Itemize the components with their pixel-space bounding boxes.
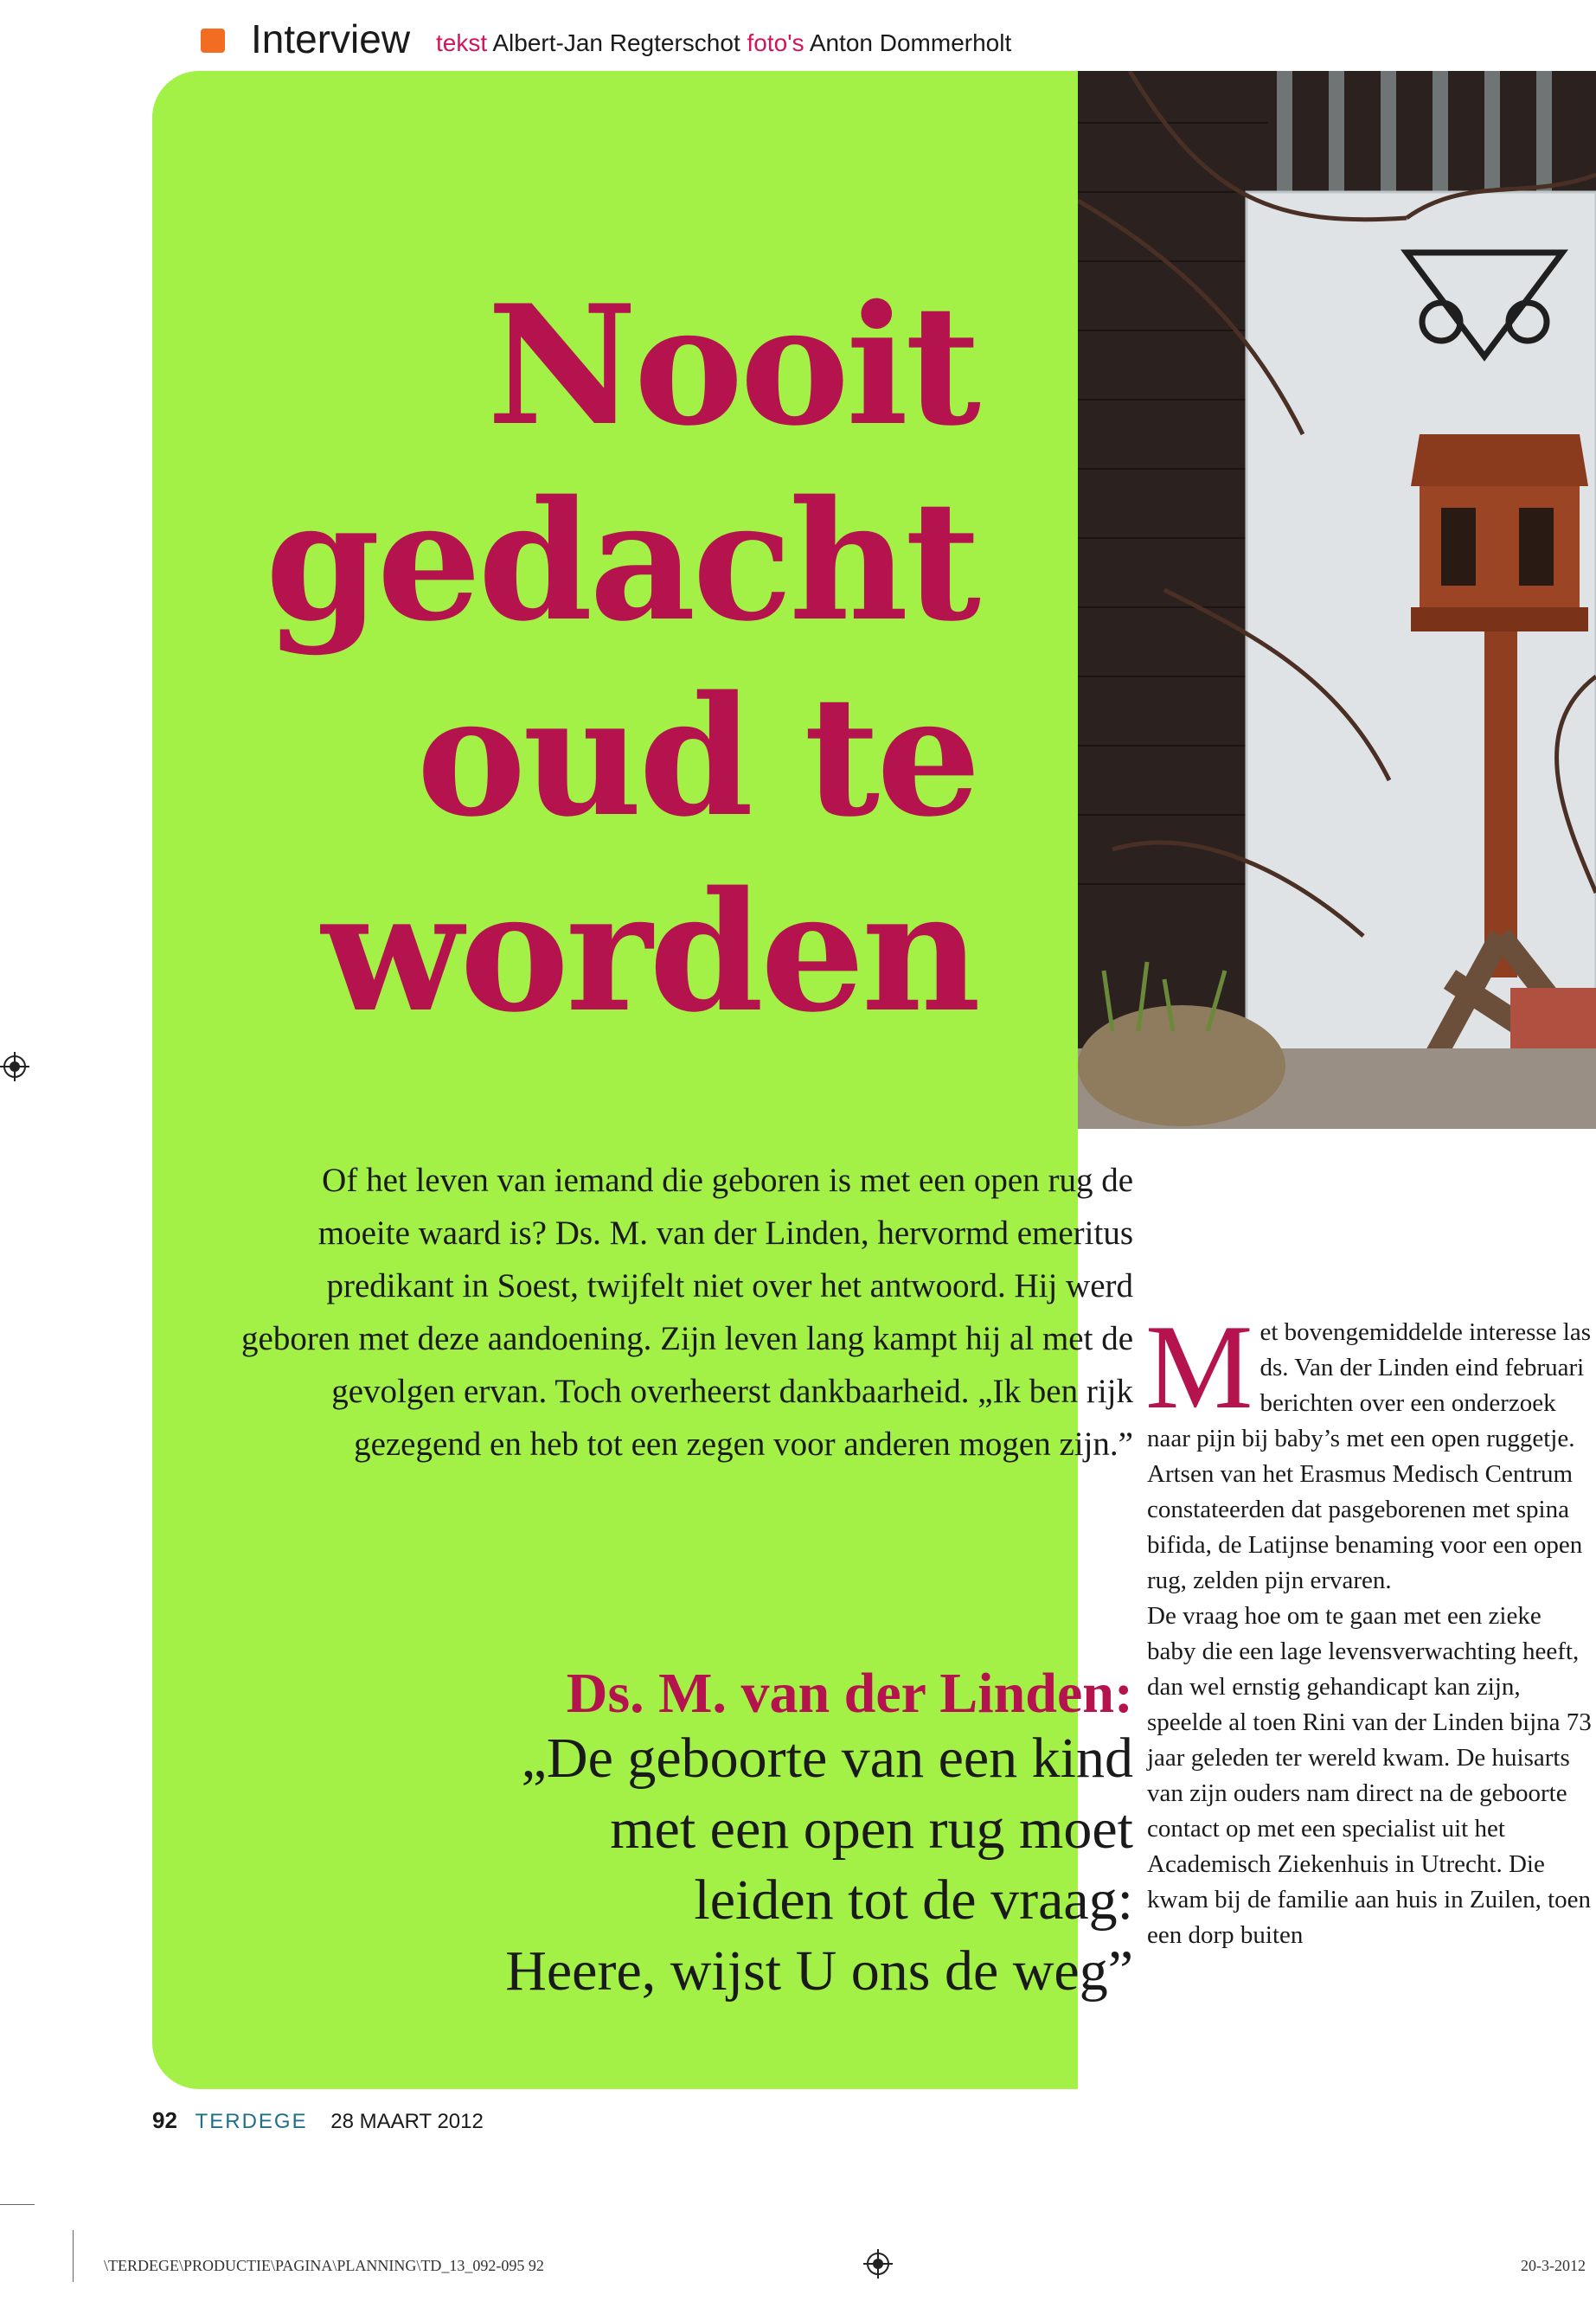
issue-date: 28 MAART 2012	[330, 2110, 484, 2133]
pull-quote-name: Ds. M. van der Linden:	[566, 1662, 1133, 1725]
pull-quote-line: leiden tot de vraag:	[694, 1868, 1133, 1932]
byline-text-label: tekst	[436, 29, 488, 56]
page-number: 92	[152, 2107, 177, 2133]
folio	[152, 2107, 484, 2134]
article-body	[1145, 1300, 1596, 1953]
byline-photographer: Anton Dommerholt	[809, 29, 1012, 56]
pull-quote-line: Heere, wijst U ons de weg”	[505, 1939, 1133, 2003]
pull-quote	[187, 1723, 1133, 2007]
slug-date: 20-3-2012	[1521, 2257, 1586, 2274]
registration-mark-icon	[863, 2249, 893, 2279]
drop-cap: M	[1145, 1300, 1253, 1434]
byline-photo-label: foto's	[747, 29, 804, 56]
intro-text: Of het leven van iemand die geboren is met een open rug de moeite waard is? Ds. M. van der Linden, hervormd emeritus predikant in Soest, twijfelt niet over het antwoord. Hij werd geboren met deze aandoening. Zijn leven lang kampt hij al met de gevolgen ervan. Toch overheerst dankbaarheid. „Ik ben rijk gezegend en heb tot een zegen voor anderen mogen zijn.”	[241, 1162, 1133, 1463]
birdhouse-photo	[1078, 71, 1596, 1129]
intro-paragraph	[239, 1154, 1133, 1471]
body-paragraph: et bovengemiddelde interesse las ds. Van der Linden eind februari berichten over een onderzoek naar pijn bij baby’s met een open ruggetje. Artsen van het Erasmus Medisch Centrum constateerden dat pasgeborenen met spina bifida, de Latijnse benaming voor een open rug, zelden pijn ervaren.	[1147, 1318, 1591, 1594]
slug-path: \TERDEGE\PRODUCTIE\PAGINA\PLANNING\TD_13_092-095 92	[104, 2257, 544, 2274]
headline-line: Nooit	[486, 269, 977, 462]
section-label: Interview	[251, 16, 411, 61]
headline-line: gedacht	[265, 465, 977, 657]
byline	[436, 29, 1011, 57]
body-paragraph: De vraag hoe om te gaan met een zieke baby die een lage levensverwachting heeft, dan wel ernstig gehandicapt kan zijn, speelde al toen Rini van der Linden bijna 73 jaar geleden ter wereld kwam. De huisarts van zijn ouders nam direct na de geboorte contact op met een specialist uit het Academisch Ziekenhuis in Utrecht. Die kwam bij de familie aan huis in Zuilen, toen een dorp buiten	[1147, 1602, 1592, 1949]
registration-mark-icon	[0, 1052, 29, 1081]
pull-quote-line: met een open rug moet	[610, 1798, 1133, 1861]
pull-quote-line: „De geboorte van een kind	[521, 1727, 1133, 1790]
green-panel	[152, 71, 1133, 2089]
headline-line: worden	[321, 856, 977, 1048]
magazine-name: TERDEGE	[195, 2110, 308, 2133]
headline-line: oud te	[416, 660, 977, 853]
crop-mark	[0, 2204, 35, 2205]
headline	[152, 268, 977, 1050]
section-marker-icon	[201, 29, 225, 53]
crop-mark	[73, 2230, 74, 2282]
byline-author: Albert-Jan Regterschot	[492, 29, 740, 56]
